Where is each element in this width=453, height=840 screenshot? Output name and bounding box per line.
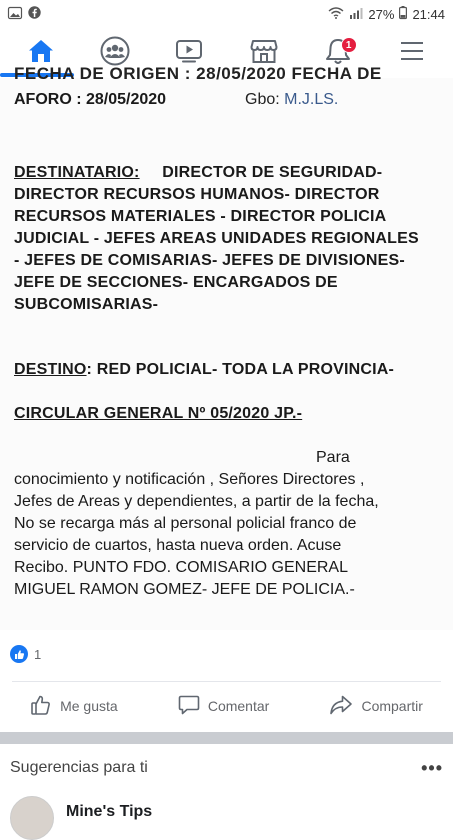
battery-icon	[399, 6, 407, 22]
suggestion-item[interactable]	[10, 796, 152, 840]
comment-button[interactable]	[168, 688, 279, 725]
destinatario-line-2: RECURSOS MATERIALES - DIRECTOR POLICIA	[14, 208, 387, 225]
destinatario-line-0: DIRECTOR DE SEGURIDAD-	[162, 164, 383, 181]
body-line-2: Jefes de Areas y dependientes, a partir de la fecha,	[14, 493, 379, 510]
destinatario-line-5: JEFE DE SECCIONES- ENCARGADOS DE	[14, 274, 338, 291]
like-label: Me gusta	[60, 698, 118, 714]
body-line-4: servicio de cuartos, hasta nueva orden. Acuse	[14, 537, 342, 554]
gallery-icon	[8, 7, 22, 22]
like-button[interactable]	[20, 688, 128, 725]
post-action-bar	[0, 686, 453, 726]
share-icon	[329, 694, 353, 719]
like-reaction-icon	[10, 645, 28, 663]
facebook-notification-icon	[28, 6, 41, 22]
gbo-label: Gbo:	[245, 91, 280, 108]
section-separator	[0, 732, 453, 744]
doc-clipped-header: FECHA DE ORIGEN : 28/05/2020 FECHA DE	[14, 64, 382, 83]
suggestion-name[interactable]: Mine's Tips	[66, 803, 153, 820]
battery-percent: 27%	[368, 6, 395, 22]
destino-label: DESTINO	[14, 361, 87, 378]
clock-time: 21:44	[412, 6, 445, 22]
destinatario-line-3: JUDICIAL - JEFES AREAS UNIDADES REGIONALES	[14, 230, 419, 247]
destino-text: : RED POLICIAL- TODA LA PROVINCIA-	[86, 361, 395, 378]
status-bar	[0, 0, 453, 28]
comment-icon	[178, 694, 200, 719]
circular-title: CIRCULAR GENERAL Nº 05/2020 JP.-	[14, 405, 303, 422]
destinatario-first-line	[14, 162, 434, 184]
nav-menu[interactable]	[382, 31, 442, 75]
reaction-count: 1	[34, 646, 42, 662]
destinatario-line-6: SUBCOMISARIAS-	[14, 296, 159, 313]
wifi-icon	[328, 7, 344, 22]
destinatario-block	[14, 162, 434, 316]
comment-label: Comentar	[207, 698, 270, 714]
suggestions-title: Sugerencias para ti	[10, 759, 148, 776]
signal-icon	[349, 7, 363, 22]
aforo-date: AFORO : 28/05/2020	[14, 91, 167, 108]
aforo-row	[14, 91, 434, 109]
notification-badge: 1	[341, 37, 357, 53]
suggestions-header	[0, 744, 453, 792]
destino-line	[14, 359, 394, 381]
body-line-3: No se recarga más al personal policial franco de	[14, 515, 357, 532]
body-line-0: Para	[316, 449, 350, 466]
destinatario-label: DESTINATARIO:	[14, 164, 140, 181]
body-text	[14, 469, 444, 601]
divider	[12, 681, 441, 682]
more-options-icon[interactable]: •••	[421, 757, 443, 778]
menu-icon	[399, 41, 425, 66]
share-label: Compartir	[361, 698, 423, 714]
thumbs-up-icon	[30, 694, 52, 719]
post-image[interactable]	[0, 64, 453, 630]
destinatario-line-4: - JEFES DE COMISARIAS- JEFES DE DIVISIONES-	[14, 252, 405, 269]
destinatario-line-1: DIRECTOR RECURSOS HUMANOS- DIRECTOR	[14, 186, 380, 203]
avatar[interactable]	[10, 796, 54, 840]
body-line-1: conocimiento y notificación , Señores Directores ,	[14, 471, 365, 488]
reactions-summary[interactable]	[10, 645, 41, 663]
gbo-value: M.J.LS.	[284, 91, 339, 108]
body-line-6: MIGUEL RAMON GOMEZ- JEFE DE POLICIA.-	[14, 581, 355, 598]
share-button[interactable]	[319, 688, 432, 725]
gbo-field	[245, 91, 338, 109]
body-line-5: Recibo. PUNTO FDO. COMISARIO GENERAL	[14, 559, 348, 576]
